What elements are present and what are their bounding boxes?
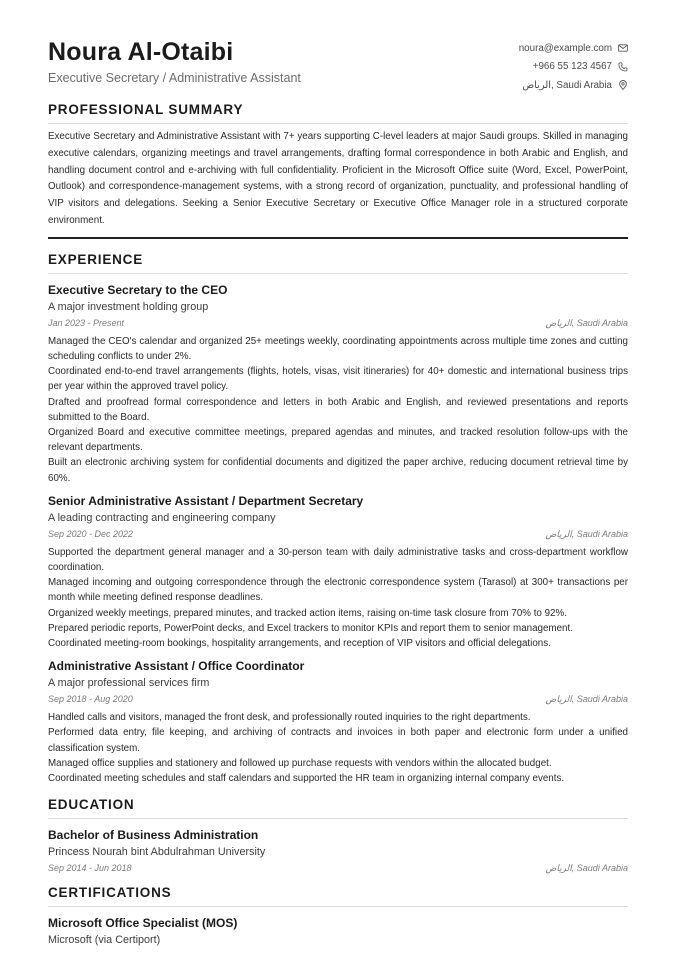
company-name: A major professional services firm bbox=[48, 677, 210, 690]
company-name: A leading contracting and engineering company bbox=[48, 511, 276, 524]
certification-issuer: Microsoft (via Certiport) bbox=[48, 934, 161, 947]
email-text[interactable]: noura@example.com bbox=[518, 42, 612, 54]
contact-phone[interactable] bbox=[519, 58, 628, 77]
bullet-item: Coordinated meeting-room bookings, hospitality arrangements, and reception of VIP visitors and official delegations. bbox=[48, 638, 551, 650]
bullet-item: Performed data entry, file keeping, and archiving of contracts and invoices in both paper and electronic form under a unified classification system. bbox=[48, 727, 628, 754]
section-divider bbox=[48, 273, 628, 274]
job-meta bbox=[48, 694, 628, 705]
phone-text[interactable]: +966 55 123 4567 bbox=[532, 61, 612, 73]
job-entry bbox=[48, 494, 628, 651]
job-bullets bbox=[48, 334, 628, 486]
job-bullets bbox=[48, 710, 628, 786]
section-divider bbox=[48, 123, 628, 124]
job-title: Administrative Assistant / Office Coordinator bbox=[48, 659, 305, 674]
job-meta bbox=[48, 529, 628, 540]
bullet-item: Supported the department general manager and a 30-person team with daily administrative tasks and cross-department workflow coordination. bbox=[48, 546, 628, 574]
education-entry bbox=[48, 828, 628, 874]
bullet-item: Managed incoming and outgoing correspondence through the electronic correspondence system (Tarasol) at 300+ transactions per month while meeting defined response deadlines. bbox=[48, 577, 628, 604]
bullet-item: Managed the CEO's calendar and organized 25+ meetings weekly, coordinating appointments across multiple time zones and cutting scheduling conflicts to under 2%. bbox=[48, 335, 628, 362]
bullet-item: Coordinated meeting schedules and staff calendars and supported the HR team in organizing internal company events. bbox=[48, 773, 565, 785]
job-dates: Jan 2023 - Present bbox=[48, 317, 125, 328]
section-divider-thick bbox=[48, 237, 628, 239]
certifications-heading: CERTIFICATIONS bbox=[48, 885, 172, 901]
candidate-name: Noura Al-Otaibi bbox=[48, 38, 234, 66]
bullet-item: Managed office supplies and stationery and followed up purchase requests with vendors within the allocated budget. bbox=[48, 757, 552, 769]
bullet-item: Drafted and proofread formal correspondence and letters in both Arabic and English, and reviewed presentations and reports submitted to the Board. bbox=[48, 396, 628, 423]
bullet-item: Handled calls and visitors, managed the front desk, and professionally routed inquiries to the right departments. bbox=[48, 712, 531, 724]
education-meta bbox=[48, 863, 628, 874]
job-dates: Sep 2018 - Aug 2020 bbox=[48, 694, 133, 705]
certification-entry bbox=[48, 916, 628, 946]
education-location: الرياض, Saudi Arabia bbox=[545, 863, 628, 874]
school-name: Princess Nourah bint Abdulrahman University bbox=[48, 846, 266, 859]
job-location: الرياض, Saudi Arabia bbox=[545, 694, 628, 705]
job-meta bbox=[48, 318, 628, 329]
job-dates: Sep 2020 - Dec 2022 bbox=[48, 528, 134, 539]
bullet-item: Organized Board and executive committee meetings, prepared agendas and minutes, and tracked resolution follow-ups with the relevant departments. bbox=[48, 427, 628, 454]
job-bullets bbox=[48, 545, 628, 651]
education-heading: EDUCATION bbox=[48, 797, 135, 813]
phone-icon bbox=[618, 62, 628, 72]
contact-info bbox=[519, 39, 628, 95]
section-divider bbox=[48, 818, 628, 819]
education-dates: Sep 2014 - Jun 2018 bbox=[48, 863, 132, 874]
bullet-item: Organized weekly meetings, prepared minutes, and tracked action items, raising on-time task closure from 70% to 92%. bbox=[48, 607, 567, 619]
job-entry bbox=[48, 283, 628, 486]
job-location: الرياض, Saudi Arabia bbox=[545, 317, 628, 328]
summary-heading: PROFESSIONAL SUMMARY bbox=[48, 102, 244, 117]
bullet-item: Prepared periodic reports, PowerPoint decks, and Excel trackers to monitor KPIs and report them to senior management. bbox=[48, 622, 573, 634]
job-location: الرياض, Saudi Arabia bbox=[545, 528, 628, 539]
summary-text: Executive Secretary and Administrative Assistant with 7+ years supporting C-level leaders at major Saudi groups. Skilled in managing executive calendars, organizing meetings and travel arrangements, drafting formal correspondence in both Arabic and English, and handling document control and e-archiving with full confidentiality. Proficient in the Microsoft Office suite (Word, Excel, PowerPoint, Outlook) and correspondence-management systems, with a strong record of organization, punctuality, and professional handling of VIP visitors and delegations. Seeking a Senior Executive Secretary or Executive Office Manager role in a structured corporate environment. bbox=[48, 131, 628, 226]
job-title: Senior Administrative Assistant / Department Secretary bbox=[48, 493, 364, 508]
job-entry bbox=[48, 659, 628, 786]
degree-name: Bachelor of Business Administration bbox=[48, 828, 259, 843]
candidate-title: Executive Secretary / Administrative Assistant bbox=[48, 71, 301, 85]
job-title: Executive Secretary to the CEO bbox=[48, 282, 228, 297]
contact-email[interactable] bbox=[519, 39, 628, 58]
map-pin-icon bbox=[618, 80, 628, 90]
bullet-item: Built an electronic archiving system for confidential documents and digitized the paper archive, reducing document retrieval time by 60%. bbox=[48, 457, 628, 484]
mail-icon bbox=[618, 43, 628, 53]
section-divider bbox=[48, 906, 628, 907]
company-name: A major investment holding group bbox=[48, 300, 209, 313]
contact-location bbox=[519, 76, 628, 95]
location-text: الرياض, Saudi Arabia bbox=[522, 79, 612, 91]
resume-header bbox=[48, 0, 628, 94]
certification-name: Microsoft Office Specialist (MOS) bbox=[48, 916, 238, 931]
experience-heading: EXPERIENCE bbox=[48, 251, 144, 267]
bullet-item: Coordinated end-to-end travel arrangements (flights, hotels, visas, visit itineraries) for 40+ domestic and international business trips per year within the approved travel policy. bbox=[48, 366, 628, 393]
